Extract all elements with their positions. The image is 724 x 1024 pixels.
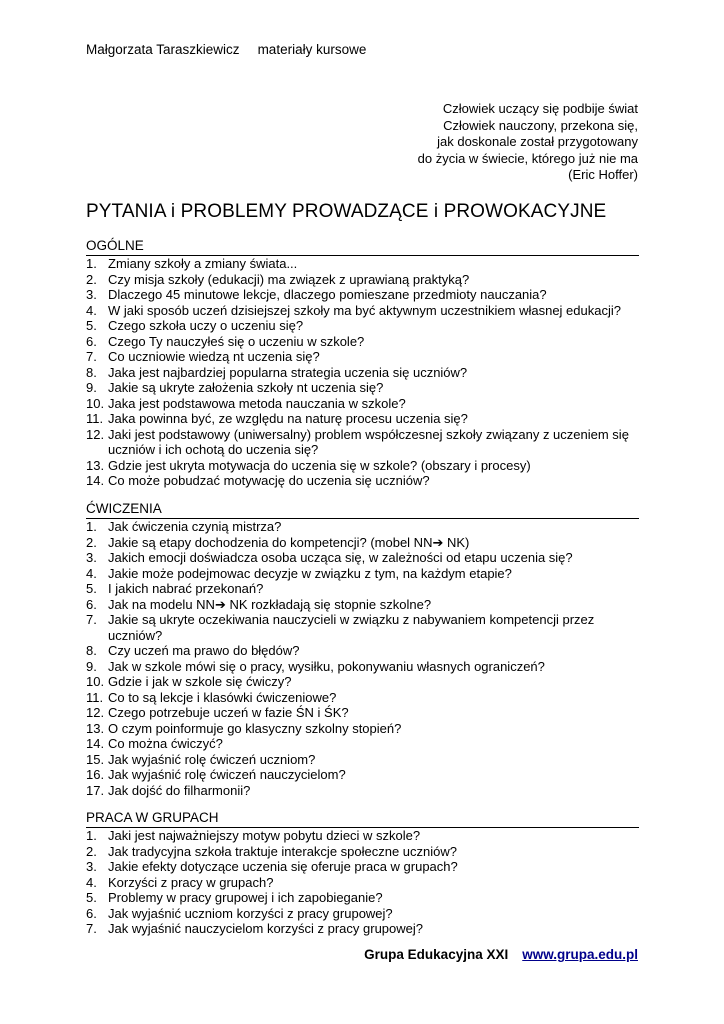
question-item <box>86 365 639 381</box>
item-number: 7. <box>86 921 97 936</box>
item-number: 16. <box>86 767 105 782</box>
item-text: Jaki jest podstawowy (uniwersalny) problem współczesnej szkoły związany z uczeniem się uczniów i ich ochotą do uczenia się? <box>108 426 629 457</box>
item-number: 6. <box>86 333 97 349</box>
question-item <box>86 256 639 272</box>
footer-org: Grupa Edukacyjna XXI <box>364 947 509 962</box>
item-number: 17. <box>86 782 105 798</box>
item-number: 10. <box>86 395 105 411</box>
question-item <box>86 612 639 643</box>
question-item <box>86 875 639 891</box>
question-item <box>86 767 639 783</box>
item-number: 14. <box>86 736 105 751</box>
item-text: Czy uczeń ma prawo do błędów? <box>108 643 300 658</box>
quote-line: do życia w świecie, którego już nie ma <box>417 150 638 166</box>
question-list <box>86 519 639 798</box>
item-number: 1. <box>86 256 97 271</box>
item-number: 2. <box>86 843 97 859</box>
item-number: 2. <box>86 271 97 287</box>
page-header <box>86 42 366 57</box>
author-name: Małgorzata Taraszkiewicz <box>86 42 240 57</box>
item-number: 13. <box>86 720 105 736</box>
item-number: 14. <box>86 473 105 488</box>
item-text: Co to są lekcje i klasówki ćwiczeniowe? <box>108 689 337 705</box>
item-text: Jakie może podejmowac decyzje w związku z tym, na każdym etapie? <box>108 565 512 581</box>
question-item <box>86 396 639 412</box>
section-general <box>86 238 639 489</box>
question-item <box>86 519 639 535</box>
question-item <box>86 890 639 906</box>
question-item <box>86 458 639 474</box>
question-item <box>86 643 639 659</box>
quote-line: Człowiek uczący się podbije świat <box>442 101 638 116</box>
item-text: Jak wyjaśnić uczniom korzyści z pracy grupowej? <box>108 905 393 921</box>
item-number: 12. <box>86 426 105 442</box>
item-text: Jakie są ukryte założenia szkoły nt uczenia się? <box>108 380 384 395</box>
question-item <box>86 349 639 365</box>
item-text: I jakich nabrać przekonań? <box>108 581 264 596</box>
question-item <box>86 318 639 334</box>
item-text: Problemy w pracy grupowej i ich zapobieganie? <box>108 890 383 905</box>
item-text: Jakie efekty dotyczące uczenia się oferuje praca w grupach? <box>108 859 458 874</box>
section-heading: OGÓLNE <box>86 238 639 256</box>
item-text: Jak wyjaśnić rolę ćwiczeń uczniom? <box>108 751 316 767</box>
item-text: Jak wyjaśnić rolę ćwiczeń nauczycielom? <box>108 767 346 782</box>
item-number: 4. <box>86 302 97 318</box>
item-text: Jaka powinna być, ze względu na naturę procesu uczenia się? <box>108 411 468 426</box>
item-number: 3. <box>86 287 97 302</box>
question-item <box>86 783 639 799</box>
question-item <box>86 859 639 875</box>
item-text: Jaka jest najbardziej popularna strategia uczenia się uczniów? <box>108 364 468 380</box>
item-number: 1. <box>86 519 97 534</box>
question-item <box>86 721 639 737</box>
question-item <box>86 906 639 922</box>
item-number: 9. <box>86 380 97 395</box>
item-number: 1. <box>86 828 97 843</box>
item-number: 5. <box>86 890 97 905</box>
item-text: Jak w szkole mówi się o pracy, wysiłku, pokonywaniu własnych ograniczeń? <box>108 658 545 674</box>
section-heading: PRACA W GRUPACH <box>86 810 639 828</box>
question-item <box>86 690 639 706</box>
item-text: Jakie są etapy dochodzenia do kompetencji? (mobel NN➔ NK) <box>108 534 470 550</box>
item-number: 6. <box>86 596 97 612</box>
item-text: Jakich emocji doświadcza osoba ucząca się, w zależności od etapu uczenia się? <box>108 550 573 565</box>
item-text: Zmiany szkoły a zmiany świata... <box>108 256 298 271</box>
question-list <box>86 828 639 937</box>
question-list <box>86 256 639 489</box>
item-text: Czy misja szkoły (edukacji) ma związek z uprawianą praktyką? <box>108 271 470 287</box>
item-text: Jaka jest podstawowa metoda nauczania w szkole? <box>108 395 406 411</box>
item-number: 8. <box>86 364 97 380</box>
item-number: 5. <box>86 318 97 333</box>
section-group-work <box>86 810 639 937</box>
question-item <box>86 659 639 675</box>
question-item <box>86 272 639 288</box>
item-number: 15. <box>86 751 105 767</box>
item-text: Co może pobudzać motywację do uczenia się uczniów? <box>108 473 430 488</box>
item-number: 2. <box>86 534 97 550</box>
question-item <box>86 921 639 937</box>
item-number: 11. <box>86 689 104 705</box>
item-text: Czego potrzebuje uczeń w fazie ŚN i ŚK? <box>108 705 349 720</box>
question-item <box>86 736 639 752</box>
question-item <box>86 380 639 396</box>
item-text: Czego szkoła uczy o uczeniu się? <box>108 318 304 333</box>
quote-line: Człowiek nauczony, przekona się, <box>443 117 638 133</box>
question-item <box>86 427 639 458</box>
item-number: 4. <box>86 565 97 581</box>
question-item <box>86 752 639 768</box>
quote-line: jak doskonale został przygotowany <box>437 134 638 149</box>
question-item <box>86 535 639 551</box>
question-item <box>86 674 639 690</box>
item-number: 3. <box>86 859 97 874</box>
item-text: Gdzie jest ukryta motywacja do uczenia się w szkole? (obszary i procesy) <box>108 457 531 473</box>
item-number: 10. <box>86 674 105 689</box>
page-title: PYTANIA i PROBLEMY PROWADZĄCE i PROWOKACYJNE <box>86 201 607 222</box>
item-number: 7. <box>86 349 97 364</box>
question-item <box>86 550 639 566</box>
item-number: 12. <box>86 705 105 720</box>
question-item <box>86 581 639 597</box>
page-footer <box>364 947 638 962</box>
item-text: Korzyści z pracy w grupach? <box>108 874 274 890</box>
item-text: Czego Ty nauczyłeś się o uczeniu w szkole? <box>108 333 365 349</box>
epigraph-quote <box>298 101 638 184</box>
item-number: 3. <box>86 550 97 565</box>
question-item <box>86 566 639 582</box>
item-text: Jakie są ukryte oczekiwania nauczycieli w związku z nabywaniem kompetencji przez uczniów? <box>108 612 595 643</box>
item-text: Gdzie i jak w szkole się ćwiczy? <box>108 674 292 689</box>
question-item <box>86 705 639 721</box>
item-text: W jaki sposób uczeń dzisiejszej szkoły ma być aktywnym uczestnikiem własnej edukacji? <box>108 302 621 318</box>
question-item <box>86 411 639 427</box>
section-heading: ĆWICZENIA <box>86 501 639 519</box>
item-text: Jak ćwiczenia czynią mistrza? <box>108 519 282 534</box>
item-number: 11. <box>86 411 104 426</box>
question-item <box>86 828 639 844</box>
question-item <box>86 473 639 489</box>
item-number: 4. <box>86 874 97 890</box>
item-text: O czym poinformuje go klasyczny szkolny stopień? <box>108 720 402 736</box>
item-number: 6. <box>86 905 97 921</box>
item-text: Jak na modelu NN➔ NK rozkładają się stopnie szkolne? <box>108 596 432 612</box>
item-text: Dlaczego 45 minutowe lekcje, dlaczego pomieszane przedmioty nauczania? <box>108 287 547 302</box>
question-item <box>86 287 639 303</box>
question-item <box>86 597 639 613</box>
item-text: Jak dojść do filharmonii? <box>108 782 251 798</box>
item-text: Co uczniowie wiedzą nt uczenia się? <box>108 349 320 364</box>
question-item <box>86 303 639 319</box>
quote-author: (Eric Hoffer) <box>568 167 638 182</box>
item-text: Jak wyjaśnić nauczycielom korzyści z pracy grupowej? <box>108 921 424 936</box>
item-number: 7. <box>86 612 97 627</box>
header-subtitle: materiały kursowe <box>257 42 367 57</box>
question-item <box>86 844 639 860</box>
item-text: Co można ćwiczyć? <box>108 736 223 751</box>
item-number: 5. <box>86 581 97 596</box>
footer-link[interactable]: www.grupa.edu.pl <box>522 947 638 962</box>
question-item <box>86 334 639 350</box>
item-number: 9. <box>86 658 97 674</box>
item-text: Jak tradycyjna szkoła traktuje interakcje społeczne uczniów? <box>108 843 458 859</box>
item-number: 8. <box>86 643 97 658</box>
item-text: Jaki jest najważniejszy motyw pobytu dzieci w szkole? <box>108 828 421 843</box>
section-exercises <box>86 501 639 798</box>
item-number: 13. <box>86 457 105 473</box>
